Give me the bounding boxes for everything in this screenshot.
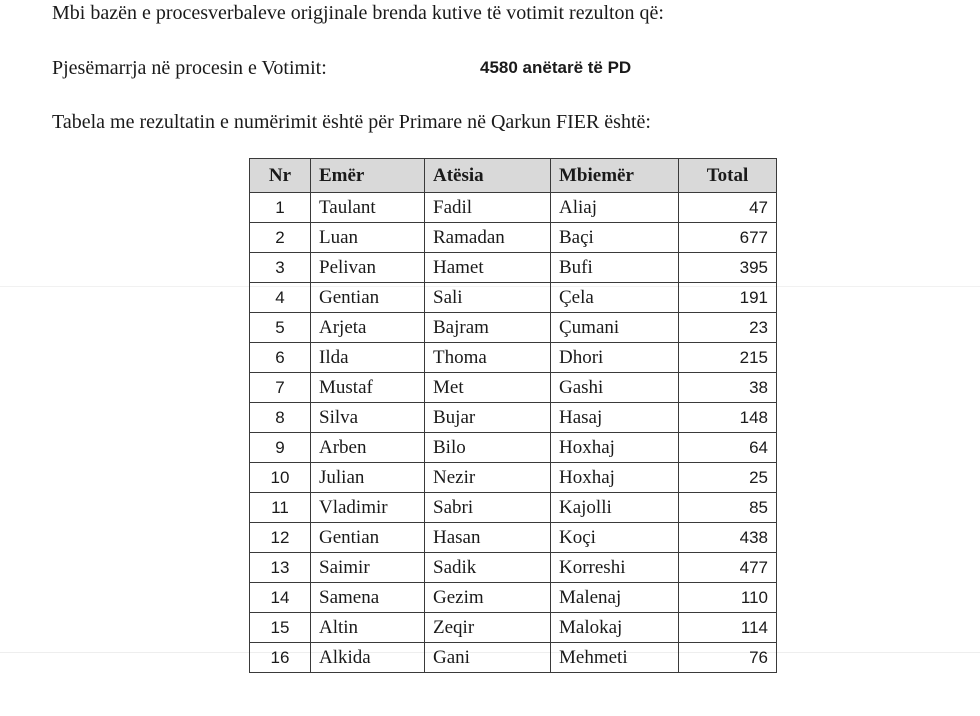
table-row bbox=[250, 223, 777, 253]
cell-emer: Altin bbox=[311, 613, 425, 643]
cell-mbiemer: Gashi bbox=[551, 373, 679, 403]
cell-atesia: Bajram bbox=[425, 313, 551, 343]
cell-atesia: Fadil bbox=[425, 193, 551, 223]
cell-emer: Arjeta bbox=[311, 313, 425, 343]
table-row bbox=[250, 403, 777, 433]
table-row bbox=[250, 493, 777, 523]
cell-total: 395 bbox=[679, 253, 777, 283]
cell-emer: Silva bbox=[311, 403, 425, 433]
cell-atesia: Nezir bbox=[425, 463, 551, 493]
cell-nr: 3 bbox=[250, 253, 311, 283]
table-row bbox=[250, 343, 777, 373]
cell-nr: 14 bbox=[250, 583, 311, 613]
cell-total: 191 bbox=[679, 283, 777, 313]
cell-emer: Ilda bbox=[311, 343, 425, 373]
cell-total: 110 bbox=[679, 583, 777, 613]
cell-emer: Vladimir bbox=[311, 493, 425, 523]
cell-emer: Arben bbox=[311, 433, 425, 463]
cell-mbiemer: Baçi bbox=[551, 223, 679, 253]
cell-nr: 7 bbox=[250, 373, 311, 403]
cell-emer: Samena bbox=[311, 583, 425, 613]
table-row bbox=[250, 463, 777, 493]
cell-atesia: Sabri bbox=[425, 493, 551, 523]
cell-mbiemer: Bufi bbox=[551, 253, 679, 283]
table-row bbox=[250, 193, 777, 223]
cell-atesia: Gezim bbox=[425, 583, 551, 613]
header-row bbox=[250, 159, 777, 193]
cell-total: 477 bbox=[679, 553, 777, 583]
cell-nr: 13 bbox=[250, 553, 311, 583]
participation-value: 4580 anëtarë të PD bbox=[480, 58, 632, 77]
cell-emer: Julian bbox=[311, 463, 425, 493]
cell-mbiemer: Aliaj bbox=[551, 193, 679, 223]
cell-total: 677 bbox=[679, 223, 777, 253]
results-table bbox=[249, 158, 777, 673]
cell-emer: Taulant bbox=[311, 193, 425, 223]
cell-emer: Saimir bbox=[311, 553, 425, 583]
cell-mbiemer: Çela bbox=[551, 283, 679, 313]
cell-emer: Gentian bbox=[311, 523, 425, 553]
cell-emer: Luan bbox=[311, 223, 425, 253]
cell-atesia: Hasan bbox=[425, 523, 551, 553]
header-emer: Emër bbox=[311, 159, 425, 193]
cell-nr: 6 bbox=[250, 343, 311, 373]
table-row bbox=[250, 523, 777, 553]
cell-atesia: Zeqir bbox=[425, 613, 551, 643]
cell-mbiemer: Çumani bbox=[551, 313, 679, 343]
cell-mbiemer: Malenaj bbox=[551, 583, 679, 613]
cell-total: 64 bbox=[679, 433, 777, 463]
cell-atesia: Sadik bbox=[425, 553, 551, 583]
cell-atesia: Bilo bbox=[425, 433, 551, 463]
cell-nr: 8 bbox=[250, 403, 311, 433]
cell-nr: 1 bbox=[250, 193, 311, 223]
table-header bbox=[250, 159, 777, 193]
cell-atesia: Sali bbox=[425, 283, 551, 313]
cell-total: 76 bbox=[679, 643, 777, 673]
cell-nr: 4 bbox=[250, 283, 311, 313]
cell-nr: 10 bbox=[250, 463, 311, 493]
table-row bbox=[250, 613, 777, 643]
cell-atesia: Ramadan bbox=[425, 223, 551, 253]
participation-label: Pjesëmarrja në procesin e Votimit: bbox=[52, 57, 327, 79]
cell-emer: Pelivan bbox=[311, 253, 425, 283]
table-row bbox=[250, 643, 777, 673]
cell-mbiemer: Dhori bbox=[551, 343, 679, 373]
cell-mbiemer: Hoxhaj bbox=[551, 463, 679, 493]
cell-mbiemer: Kajolli bbox=[551, 493, 679, 523]
cell-total: 47 bbox=[679, 193, 777, 223]
cell-nr: 15 bbox=[250, 613, 311, 643]
cell-mbiemer: Hasaj bbox=[551, 403, 679, 433]
cell-atesia: Gani bbox=[425, 643, 551, 673]
table-row bbox=[250, 583, 777, 613]
cell-total: 148 bbox=[679, 403, 777, 433]
cell-mbiemer: Malokaj bbox=[551, 613, 679, 643]
header-nr: Nr bbox=[250, 159, 311, 193]
table-intro-sentence: Tabela me rezultatin e numërimit është për Primare në Qarkun FIER është: bbox=[52, 111, 651, 133]
header-atesia: Atësia bbox=[425, 159, 551, 193]
table-body bbox=[250, 193, 777, 673]
cell-emer: Gentian bbox=[311, 283, 425, 313]
cell-nr: 2 bbox=[250, 223, 311, 253]
table-row bbox=[250, 283, 777, 313]
cell-nr: 16 bbox=[250, 643, 311, 673]
cell-total: 85 bbox=[679, 493, 777, 523]
cell-atesia: Bujar bbox=[425, 403, 551, 433]
cell-nr: 12 bbox=[250, 523, 311, 553]
table-row bbox=[250, 313, 777, 343]
cell-nr: 5 bbox=[250, 313, 311, 343]
intro-sentence: Mbi bazën e procesverbaleve origjinale brenda kutive të votimit rezulton që: bbox=[52, 2, 664, 24]
cell-mbiemer: Koçi bbox=[551, 523, 679, 553]
cell-atesia: Met bbox=[425, 373, 551, 403]
cell-mbiemer: Korreshi bbox=[551, 553, 679, 583]
cell-total: 38 bbox=[679, 373, 777, 403]
cell-atesia: Thoma bbox=[425, 343, 551, 373]
cell-total: 25 bbox=[679, 463, 777, 493]
table-row bbox=[250, 553, 777, 583]
header-total: Total bbox=[679, 159, 777, 193]
table-row bbox=[250, 433, 777, 463]
cell-total: 438 bbox=[679, 523, 777, 553]
cell-total: 215 bbox=[679, 343, 777, 373]
cell-atesia: Hamet bbox=[425, 253, 551, 283]
cell-emer: Alkida bbox=[311, 643, 425, 673]
table-row bbox=[250, 373, 777, 403]
cell-mbiemer: Mehmeti bbox=[551, 643, 679, 673]
cell-nr: 11 bbox=[250, 493, 311, 523]
table-row bbox=[250, 253, 777, 283]
cell-total: 114 bbox=[679, 613, 777, 643]
header-mbiemer: Mbiemër bbox=[551, 159, 679, 193]
cell-total: 23 bbox=[679, 313, 777, 343]
cell-nr: 9 bbox=[250, 433, 311, 463]
cell-mbiemer: Hoxhaj bbox=[551, 433, 679, 463]
cell-emer: Mustaf bbox=[311, 373, 425, 403]
